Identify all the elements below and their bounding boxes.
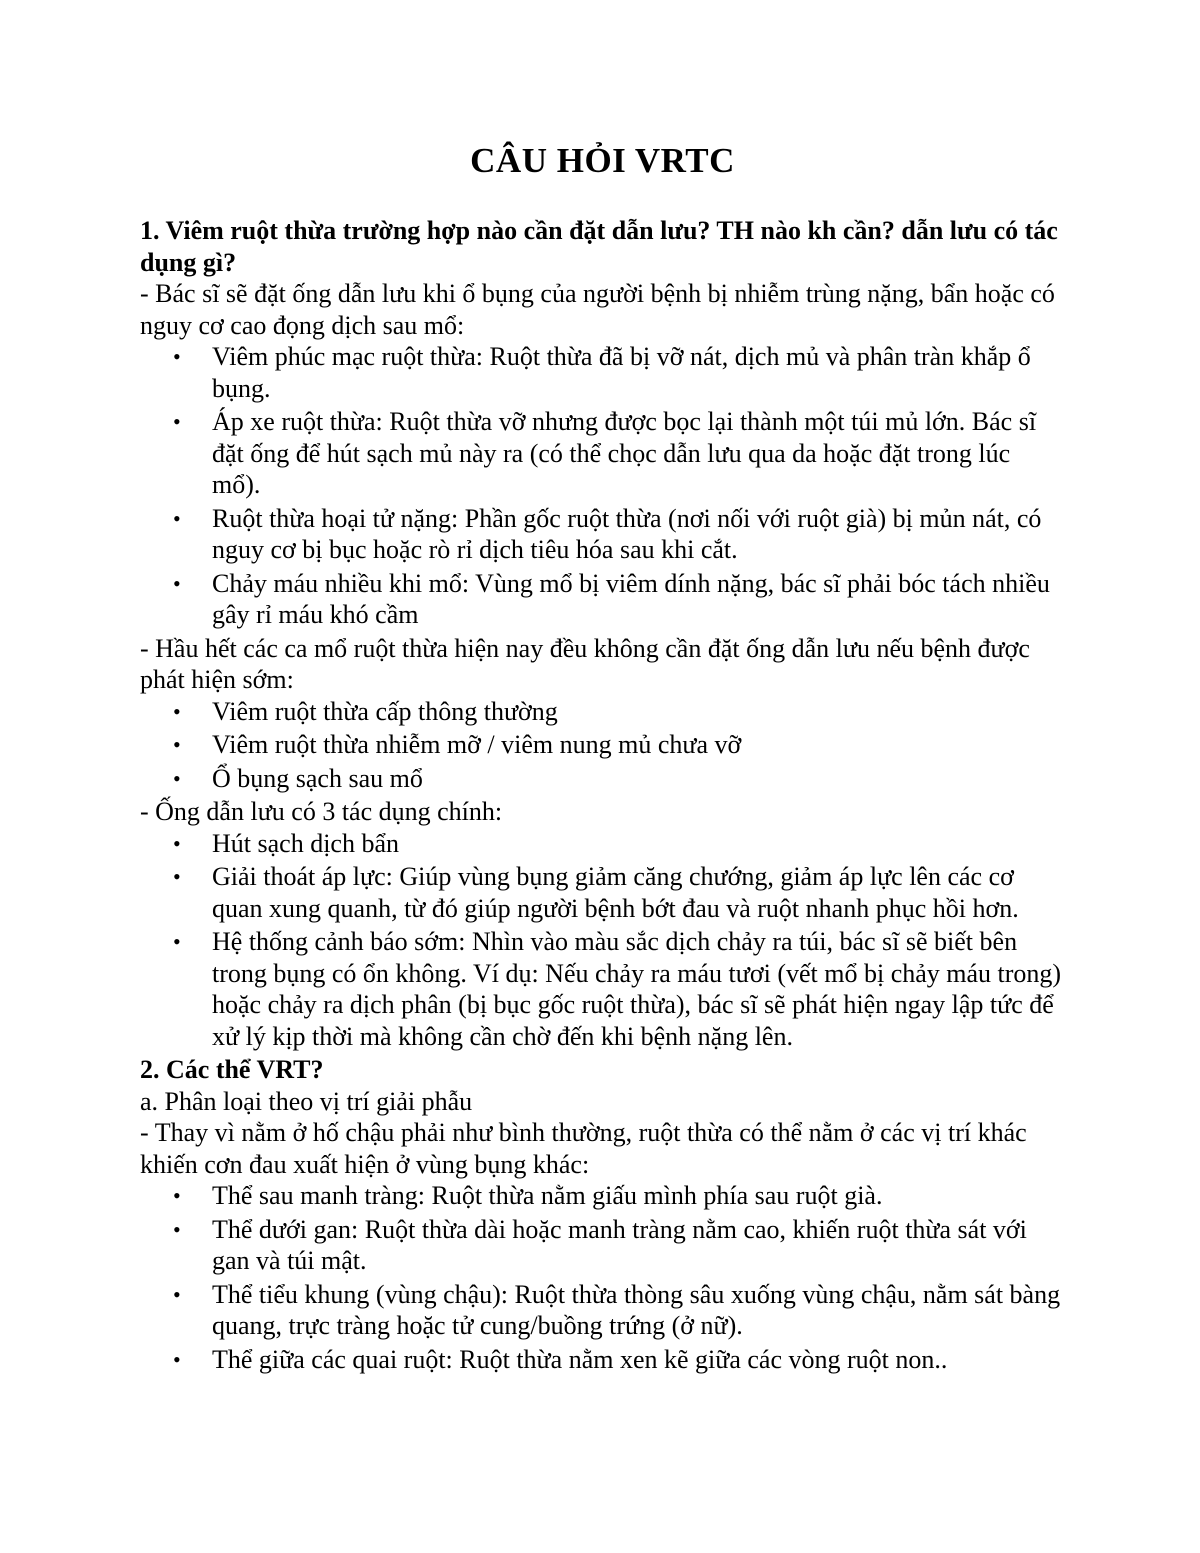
bullet-icon: • xyxy=(173,1183,181,1208)
list-item: • Ổ bụng sạch sau mổ xyxy=(173,763,423,793)
q1-intro-drainage-needed: - Bác sĩ sẽ đặt ống dẫn lưu khi ổ bụng của người bệnh bị nhiễm trùng nặng, bẩn hoặc có nguy cơ cao đọng dịch sau mổ: xyxy=(140,279,1055,340)
list-item: • Thể dưới gan: Ruột thừa dài hoặc manh tràng nằm cao, khiến ruột thừa sát với gan và túi mật. xyxy=(173,1214,1027,1275)
list-item: • Thể sau manh tràng: Ruột thừa nằm giấu mình phía sau ruột già. xyxy=(173,1181,883,1210)
bullet-icon: • xyxy=(173,570,181,596)
list-item: • Ruột thừa hoại tử nặng: Phần gốc ruột thừa (nơi nối với ruột già) bị mủn nát, có nguy cơ bị bục hoặc rò rỉ dịch tiêu hóa sau khi cắt. xyxy=(173,503,1042,564)
q1-list-no-drainage-cases xyxy=(140,696,1065,795)
bullet-icon: • xyxy=(173,765,181,791)
list-item: • Giải thoát áp lực: Giúp vùng bụng giảm căng chướng, giảm áp lực lên các cơ quan xung quanh, từ đó giúp người bệnh bớt đau và ruột nhanh phục hồi hơn. xyxy=(173,862,1019,923)
list-item: • Viêm ruột thừa cấp thông thường xyxy=(173,696,558,726)
q1-list-drainage-cases xyxy=(140,341,1065,631)
page-title: CÂU HỎI VRTC xyxy=(470,141,735,180)
list-item: • Hệ thống cảnh báo sớm: Nhìn vào màu sắc dịch chảy ra túi, bác sĩ sẽ biết bên trong bụng có ổn không. Ví dụ: Nếu chảy ra máu tươi (vết mổ bị chảy máu trong) hoặc chảy ra dịch phân (bị bục gốc ruột thừa), bác sĩ sẽ phát hiện ngay lập tức để xử lý kịp thời mà không cần chờ đến khi bệnh nặng lên. xyxy=(173,927,1062,1051)
bullet-icon: • xyxy=(173,864,181,889)
bullet-icon: • xyxy=(173,1346,181,1372)
list-item: • Viêm phúc mạc ruột thừa: Ruột thừa đã bị vỡ nát, dịch mủ và phân tràn khắp ổ bụng. xyxy=(173,342,1031,403)
list-item: • Hút sạch dịch bẩn xyxy=(173,828,400,858)
q2-subheading-a: a. Phân loại theo vị trí giải phẫu xyxy=(140,1086,473,1116)
bullet-icon: • xyxy=(173,1216,181,1242)
bullet-icon: • xyxy=(173,698,181,724)
list-item: • Áp xe ruột thừa: Ruột thừa vỡ nhưng được bọc lại thành một túi mủ lớn. Bác sĩ đặt ống để hút sạch mủ này ra (có thể chọc dẫn lưu qua da hoặc đặt trong lúc mổ). xyxy=(173,407,1037,499)
q2-list-anatomical-types xyxy=(140,1180,1065,1375)
list-item: • Thể tiểu khung (vùng chậu): Ruột thừa thòng sâu xuống vùng chậu, nằm sát bàng quang, trực tràng hoặc tử cung/buồng trứng (ở nữ). xyxy=(173,1279,1061,1340)
list-item: • Thể giữa các quai ruột: Ruột thừa nằm xen kẽ giữa các vòng ruột non.. xyxy=(173,1344,948,1374)
q2-intro: - Thay vì nằm ở hố chậu phải như bình thường, ruột thừa có thể nằm ở các vị trí khác khiến cơn đau xuất hiện ở vùng bụng khác: xyxy=(140,1118,1027,1179)
document-body xyxy=(140,135,1065,1377)
bullet-icon: • xyxy=(173,505,181,531)
q1-intro-drain-purpose: - Ống dẫn lưu có 3 tác dụng chính: xyxy=(140,797,503,826)
q1-intro-no-drainage: - Hầu hết các ca mổ ruột thừa hiện nay đều không cần đặt ống dẫn lưu nếu bệnh được phát hiện sớm: xyxy=(140,633,1030,694)
list-item: • Viêm ruột thừa nhiễm mỡ / viêm nung mủ chưa vỡ xyxy=(173,730,742,759)
bullet-icon: • xyxy=(173,344,181,369)
bullet-icon: • xyxy=(173,929,181,954)
bullet-icon: • xyxy=(173,1281,181,1307)
list-item: • Chảy máu nhiều khi mổ: Vùng mổ bị viêm dính nặng, bác sĩ phải bóc tách nhiều gây rỉ máu khó cầm xyxy=(173,568,1050,629)
question-1: 1. Viêm ruột thừa trường hợp nào cần đặt dẫn lưu? TH nào kh cần? dẫn lưu có tác dụng gì? xyxy=(140,216,1058,277)
question-2: 2. Các thể VRT? xyxy=(140,1055,324,1084)
bullet-icon: • xyxy=(173,409,181,434)
q1-list-drain-purposes xyxy=(140,828,1065,1053)
bullet-icon: • xyxy=(173,732,181,757)
bullet-icon: • xyxy=(173,830,181,856)
